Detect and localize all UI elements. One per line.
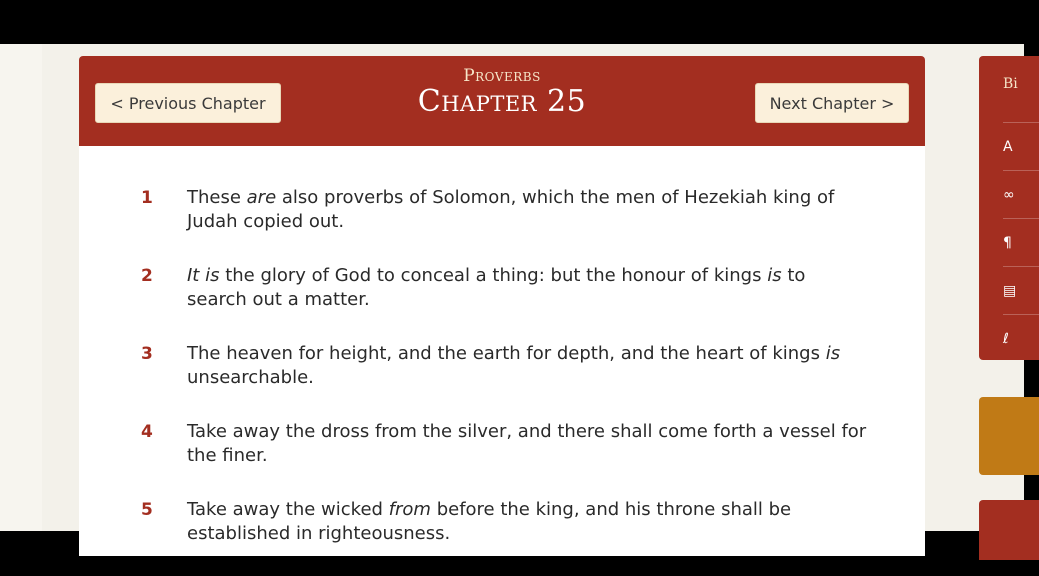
verse-italic-run: is — [825, 343, 841, 364]
chapter-header — [79, 56, 925, 146]
verse-text — [187, 420, 867, 468]
verse-italic-run: is — [767, 265, 782, 286]
verse — [79, 420, 925, 480]
page-background-left — [0, 44, 42, 531]
verse-number[interactable]: 3 — [141, 344, 153, 364]
verse-italic-run: It is — [187, 265, 220, 286]
link-icon[interactable]: ∞ — [1003, 170, 1039, 219]
verse-text-run: The heaven for height, and the earth for depth, and the heart of kings — [187, 343, 826, 364]
verse-text-run: These — [187, 187, 247, 208]
verse-text-run: also proverbs of Solomon, which the men of Hezekiah king of Judah copied out. — [187, 187, 835, 232]
verse-text — [187, 498, 867, 546]
verse — [79, 264, 925, 324]
verse-number[interactable]: 1 — [141, 188, 153, 208]
verse-text-run: the glory of God to conceal a thing: but the honour of kings — [219, 265, 768, 286]
verse — [79, 186, 925, 246]
verse-text-run: Take away the wicked — [187, 499, 389, 520]
book-icon[interactable]: ▤ — [1003, 266, 1039, 315]
next-chapter-button[interactable]: Next Chapter > — [755, 83, 909, 123]
chapter-card — [79, 56, 925, 556]
verse-text-run: to search out a matter. — [187, 265, 806, 310]
verse-text-run: unsearchable. — [187, 367, 314, 388]
paragraph-icon[interactable]: ¶ — [1003, 218, 1039, 267]
verse-text — [187, 186, 867, 234]
verse-number[interactable]: 5 — [141, 500, 153, 520]
panel-label: Bi — [1003, 76, 1018, 92]
verse-text — [187, 342, 867, 390]
browser-viewport — [0, 44, 1024, 544]
reader-tools-panel — [979, 56, 1039, 360]
verse-text-run: before the king, and his throne shall be established in righteousness. — [187, 499, 792, 544]
verse — [79, 342, 925, 402]
verse-text-run: Take away the dross from the silver, and there shall come forth a vessel for the finer. — [187, 421, 867, 466]
chain-icon[interactable]: ℓ — [1003, 314, 1039, 363]
verse-number[interactable]: 4 — [141, 422, 153, 442]
side-widget-orange[interactable] — [979, 397, 1039, 475]
font-size-icon[interactable]: A — [1003, 122, 1039, 171]
chapter-title: Chapter 25 — [417, 84, 587, 119]
verse-text — [187, 264, 867, 312]
side-widget-red[interactable] — [979, 500, 1039, 560]
book-title: Proverbs — [463, 66, 541, 86]
verse-italic-run: are — [246, 187, 277, 208]
previous-chapter-button[interactable]: < Previous Chapter — [95, 83, 281, 123]
verse — [79, 498, 925, 558]
verse-italic-run: from — [388, 499, 431, 520]
verse-number[interactable]: 2 — [141, 266, 153, 286]
